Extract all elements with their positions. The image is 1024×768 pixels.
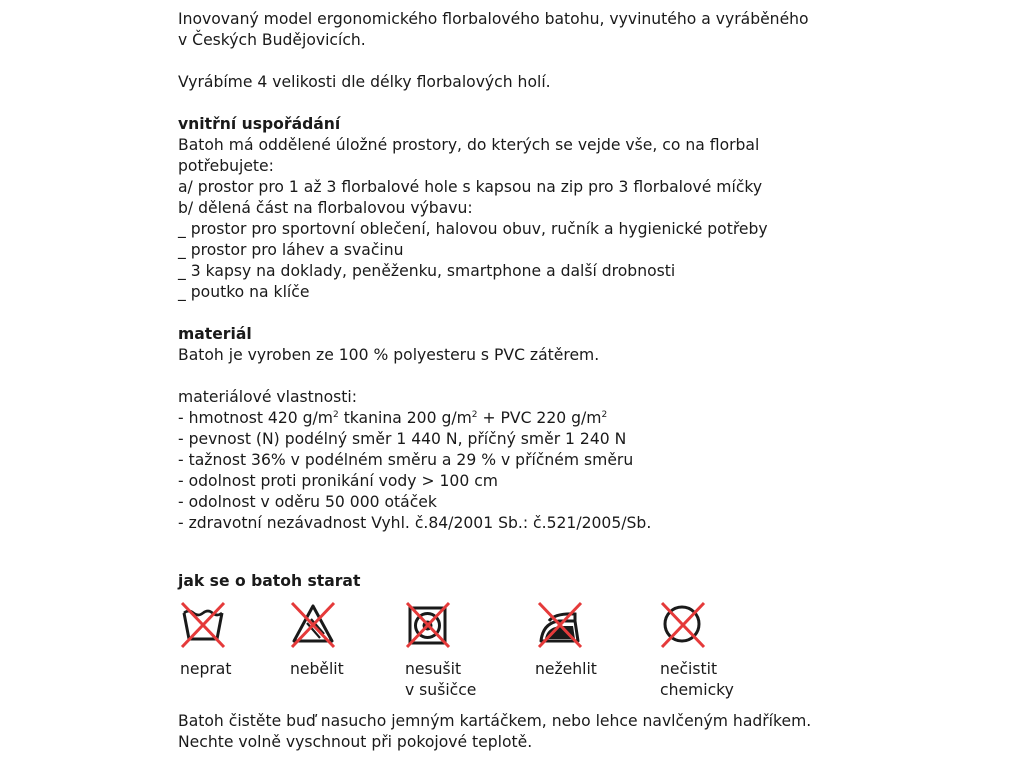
material-prop: - odolnost v oděru 50 000 otáček <box>178 493 437 511</box>
material-prop: - zdravotní nezávadnost Vyhl. č.84/2001 Sb.: č.521/2005/Sb. <box>178 514 652 532</box>
care-item-no-dry-clean <box>660 601 734 701</box>
no-tumble-dry-icon <box>405 601 451 651</box>
material-text: Batoh je vyroben ze 100 % polyesteru s PVC zátěrem. <box>178 346 600 364</box>
care-heading: jak se o batoh starat <box>178 572 361 590</box>
care-instructions-line-1: Batoh čistěte buď nasucho jemným kartáčkem, nebo lehce navlčeným hadříkem. <box>178 712 812 730</box>
interior-line: _ prostor pro láhev a svačinu <box>178 241 404 259</box>
intro-line-1: Inovovaný model ergonomického florbalového batohu, vyvinutého a vyráběného <box>178 10 809 28</box>
interior-heading: vnitřní uspořádání <box>178 115 341 133</box>
care-instructions-line-2: Nechte volně vyschnout při pokojové teplotě. <box>178 733 533 751</box>
intro-line-2: v Českých Budějovicích. <box>178 31 366 49</box>
interior-line: Batoh má oddělené úložné prostory, do kterých se vejde vše, co na florbal <box>178 136 760 154</box>
material-props-heading: materiálové vlastnosti: <box>178 388 358 406</box>
care-item-no-tumble-dry <box>405 601 476 701</box>
no-wash-icon <box>180 601 226 651</box>
material-weight: - hmotnost 420 $g/m^2$ tkanina 200 $g/m^2$ + PVC 220 $g/m^2$ <box>178 409 608 427</box>
interior-line: b/ dělená část na florbalovou výbavu: <box>178 199 473 217</box>
no-dry-clean-icon <box>660 601 706 651</box>
care-item-no-iron <box>535 601 597 680</box>
material-prop: - pevnost (N) podélný směr 1 440 N, příčný směr 1 240 N <box>178 430 627 448</box>
care-label: neprat <box>180 660 232 678</box>
interior-line: a/ prostor pro 1 až 3 florbalové hole s kapsou na zip pro 3 florbalové míčky <box>178 178 763 196</box>
care-item-no-wash <box>180 601 231 680</box>
no-iron-icon <box>535 601 585 651</box>
care-label: nebělit <box>290 660 344 678</box>
care-label: nečistit chemicky <box>660 660 734 699</box>
interior-line: _ prostor pro sportovní oblečení, halovou obuv, ručník a hygienické potřeby <box>178 220 768 238</box>
material-prop: - odolnost proti pronikání vody > 100 cm <box>178 472 498 490</box>
care-label: nežehlit <box>535 660 597 678</box>
interior-line: _ 3 kapsy na doklady, peněženku, smartphone a další drobnosti <box>178 262 676 280</box>
care-instructions <box>178 711 811 753</box>
no-bleach-icon <box>290 601 336 651</box>
product-description <box>178 9 998 534</box>
interior-line: _ poutko na klíče <box>178 283 310 301</box>
care-label: nesušit v sušičce <box>405 660 477 699</box>
material-prop: - tažnost 36% v podélném směru a 29 % v příčném směru <box>178 451 634 469</box>
material-heading: materiál <box>178 325 252 343</box>
sizes-text: Vyrábíme 4 velikosti dle délky florbalových holí. <box>178 73 551 91</box>
interior-line: potřebujete: <box>178 157 274 175</box>
care-item-no-bleach <box>290 601 344 680</box>
